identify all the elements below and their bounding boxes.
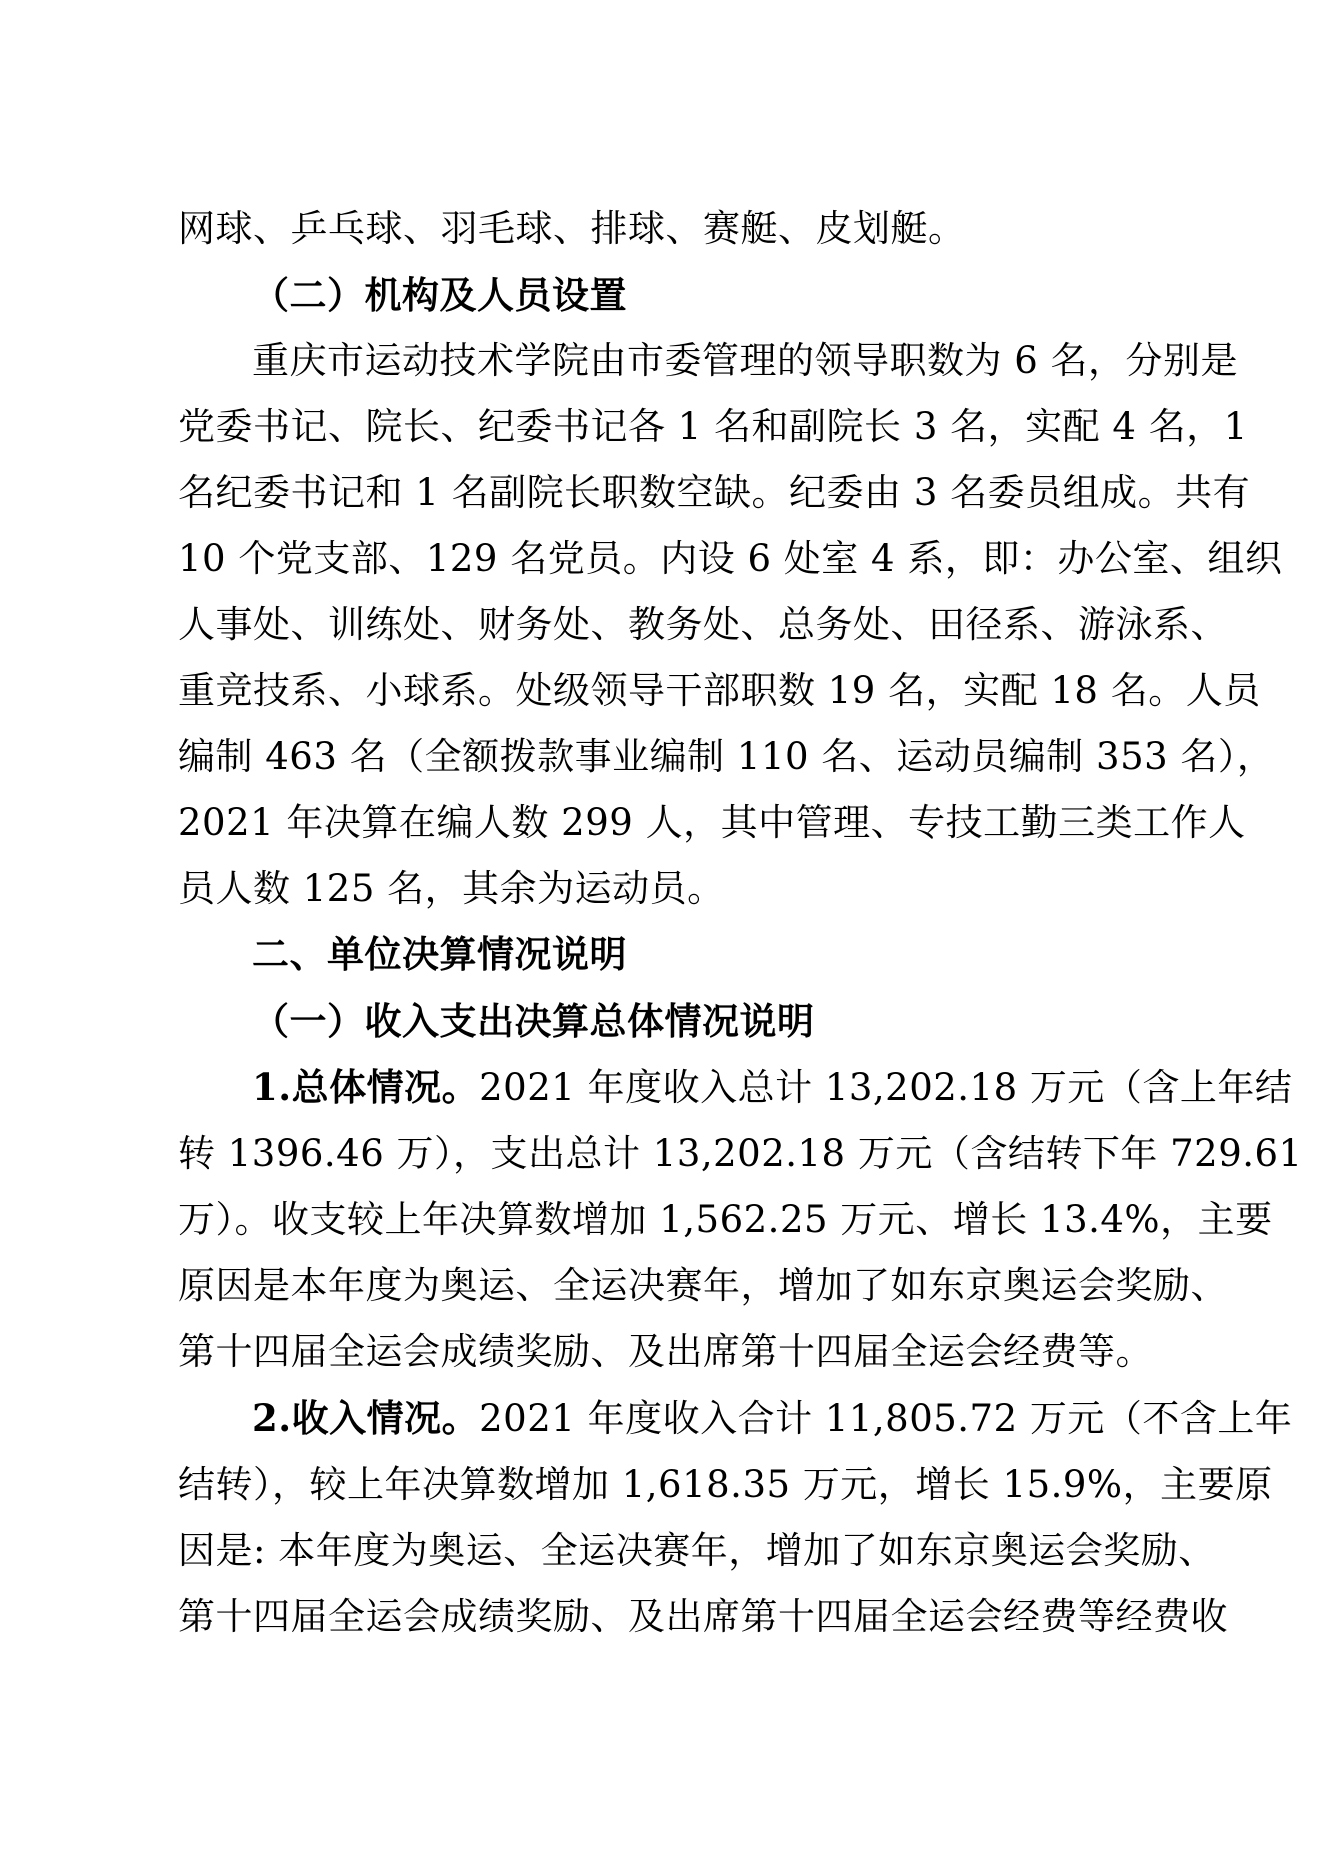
paragraph-lead: 1.总体情况。 [252, 1065, 480, 1109]
section-heading: （二）机构及人员设置 [252, 273, 627, 317]
text-line: 重竞技系、小球系。处级领导干部职数 19 名，实配 18 名。人员 [178, 669, 1261, 712]
text-line: 原因是本年度为奥运、全运决赛年，增加了如东京奥运会奖励、 [178, 1264, 1228, 1307]
text-line [178, 1054, 1293, 1121]
text-line [178, 1385, 1293, 1452]
text-line: 第十四届全运会成绩奖励、及出席第十四届全运会经费等经费收 [178, 1595, 1228, 1638]
text-line: 网球、乒乓球、羽毛球、排球、赛艇、皮划艇。 [178, 207, 966, 250]
text-line: 名纪委书记和 1 名副院长职数空缺。纪委由 3 名委员组成。共有 [178, 471, 1251, 514]
text-line: 10 个党支部、129 名党员。内设 6 处室 4 系，即：办公室、组织 [178, 537, 1283, 580]
paragraph-lead: 2.收入情况。 [252, 1396, 480, 1440]
text-line: 转 1396.46 万），支出总计 13,202.18 万元（含结转下年 729.61 [178, 1132, 1303, 1175]
section-heading: 二、单位决算情况说明 [252, 933, 627, 976]
text-line: 人事处、训练处、财务处、教务处、总务处、田径系、游泳系、 [178, 603, 1228, 646]
text-line: 员人数 125 名，其余为运动员。 [178, 867, 725, 910]
text-line: 第十四届全运会成绩奖励、及出席第十四届全运会经费等。 [178, 1330, 1153, 1373]
text-line: 2021 年决算在编人数 299 人，其中管理、专技工勤三类工作人 [178, 801, 1246, 844]
text-line: 万）。收支较上年决算数增加 1,562.25 万元、增长 13.4%，主要 [178, 1198, 1273, 1241]
text-line: 结转），较上年决算数增加 1,618.35 万元，增长 15.9%，主要原 [178, 1463, 1273, 1506]
text-line: 因是: 本年度为奥运、全运决赛年，增加了如东京奥运会奖励、 [178, 1529, 1216, 1572]
text-line: 重庆市运动技术学院由市委管理的领导职数为 6 名，分别是 [252, 339, 1239, 382]
section-heading: （一）收入支出决算总体情况说明 [252, 999, 815, 1043]
text-line: 编制 463 名（全额拨款事业编制 110 名、运动员编制 353 名）， [178, 735, 1275, 778]
line-text: 2021 年度收入合计 11,805.72 万元（不含上年 [479, 1397, 1293, 1440]
text-line: 党委书记、院长、纪委书记各 1 名和副院长 3 名，实配 4 名，1 [178, 405, 1248, 448]
line-text: 2021 年度收入总计 13,202.18 万元（含上年结 [479, 1066, 1293, 1109]
